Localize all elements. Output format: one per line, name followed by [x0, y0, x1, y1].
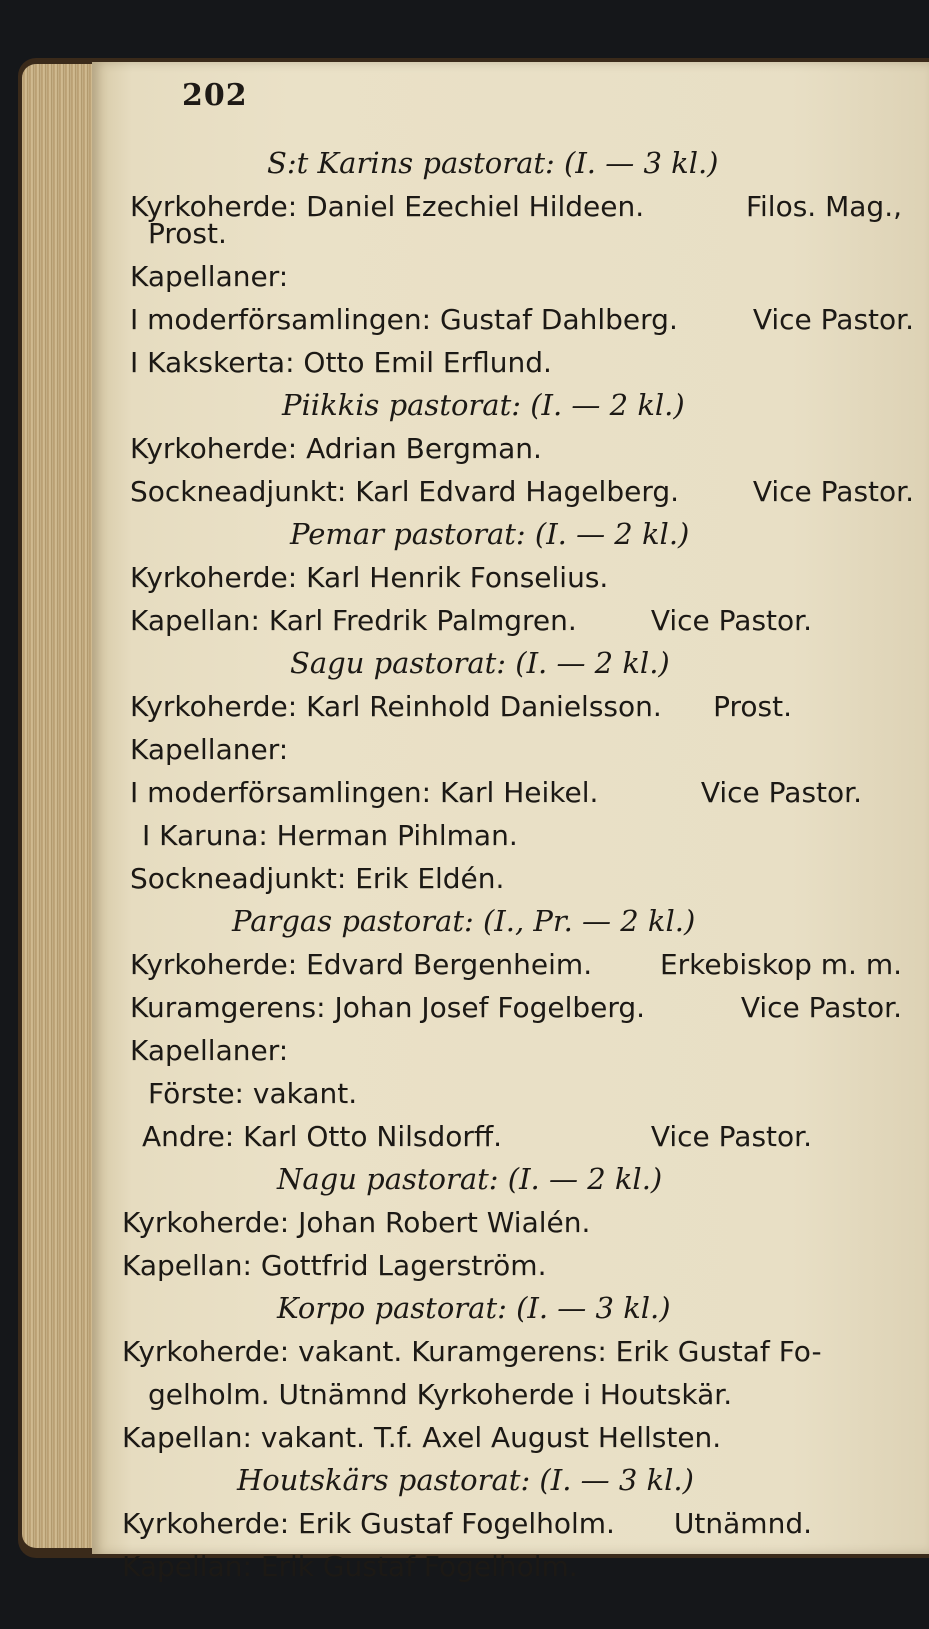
text-line [122, 427, 922, 470]
text-line [122, 1330, 922, 1373]
text-line [122, 857, 922, 900]
line-text: Kyrkoherde: Erik Gustaf Fogelholm. [122, 1507, 615, 1540]
line-text: Kyrkoherde: Karl Reinhold Danielsson. [130, 690, 662, 723]
section-heading: Pemar pastorat: (I. — 2 kl.) [290, 517, 690, 551]
text-line [122, 1545, 922, 1588]
line-text: Kapellan: Gottfrid Lagerström. [122, 1249, 547, 1282]
line-text: Andre: Karl Otto Nilsdorff. [142, 1120, 503, 1153]
text-line [122, 1373, 922, 1416]
section-heading: Sagu pastorat: (I. — 2 kl.) [290, 646, 670, 680]
text-line [122, 1201, 922, 1244]
line-title: Filos. Mag., [745, 190, 902, 223]
line-text: Kapellan: Erik Gustaf Fogelholm. [122, 1550, 578, 1583]
line-text: Kyrkoherde: Adrian Bergman. [130, 432, 542, 465]
line-text: Kuramgerens: Johan Josef Fogelberg. [130, 991, 646, 1024]
page-edges [22, 64, 102, 1548]
text-line [122, 212, 922, 255]
line-text: Kapellaner: [130, 1034, 289, 1067]
line-title: Vice Pastor. [752, 475, 914, 508]
line-text: Prost. [148, 217, 227, 250]
text-line [122, 728, 922, 771]
text-line [122, 255, 922, 298]
line-title: Utnämnd. [673, 1507, 812, 1540]
section-heading: Pargas pastorat: (I., Pr. — 2 kl.) [232, 904, 696, 938]
line-text: Kyrkoherde: Johan Robert Wialén. [122, 1206, 591, 1239]
book-page [92, 62, 929, 1583]
section-heading: Korpo pastorat: (I. — 3 kl.) [277, 1291, 671, 1325]
page-number: 202 [182, 78, 248, 113]
text-line [122, 685, 922, 728]
line-text: Kapellaner: [130, 260, 289, 293]
text-line [122, 1115, 922, 1158]
line-text: Kyrkoherde: Daniel Ezechiel Hildeen. [130, 190, 645, 223]
line-text: Kyrkoherde: Edvard Bergenheim. [130, 948, 593, 981]
line-text: Kyrkoherde: vakant. Kuramgerens: Erik Gustaf Fo- [122, 1335, 822, 1368]
text-line [122, 470, 922, 513]
section-heading: Piikkis pastorat: (I. — 2 kl.) [282, 388, 685, 422]
line-text: Kapellan: Karl Fredrik Palmgren. [130, 604, 577, 637]
section-heading: Houtskärs pastorat: (I. — 3 kl.) [237, 1463, 694, 1497]
text-line [122, 1072, 922, 1115]
line-text: Förste: vakant. [148, 1077, 358, 1110]
text-line [122, 771, 922, 814]
line-text: Kyrkoherde: Karl Henrik Fonselius. [130, 561, 609, 594]
line-title: Vice Pastor. [650, 604, 812, 637]
line-text: I moderförsamlingen: Gustaf Dahlberg. [130, 303, 678, 336]
line-title: Vice Pastor. [740, 991, 902, 1024]
line-text: I moderförsamlingen: Karl Heikel. [130, 776, 599, 809]
line-text: Sockneadjunkt: Erik Eldén. [130, 862, 505, 895]
text-line [122, 1029, 922, 1072]
text-line [122, 986, 922, 1029]
text-line [122, 599, 922, 642]
text-line [122, 1502, 922, 1545]
line-title: Prost. [713, 690, 792, 723]
line-title: Erkebiskop m. m. [659, 948, 902, 981]
page-content [122, 142, 922, 1588]
line-text: gelholm. Utnämnd Kyrkoherde i Houtskär. [148, 1378, 733, 1411]
text-line [122, 341, 922, 384]
line-text: Sockneadjunkt: Karl Edvard Hagelberg. [130, 475, 680, 508]
text-line [122, 1416, 922, 1459]
line-title: Vice Pastor. [650, 1120, 812, 1153]
section-heading: Nagu pastorat: (I. — 2 kl.) [277, 1162, 663, 1196]
line-text: Kapellaner: [130, 733, 289, 766]
line-text: I Kakskerta: Otto Emil Erflund. [130, 346, 552, 379]
line-title: Vice Pastor. [752, 303, 914, 336]
text-line [122, 1244, 922, 1287]
line-text: Kapellan: vakant. T.f. Axel August Hellsten. [122, 1421, 722, 1454]
text-line [122, 943, 922, 986]
line-title: Vice Pastor. [700, 776, 862, 809]
section-heading: S:t Karins pastorat: (I. — 3 kl.) [267, 146, 719, 180]
text-line [122, 298, 922, 341]
text-line [122, 814, 922, 857]
line-text: I Karuna: Herman Pihlman. [142, 819, 518, 852]
text-line [122, 556, 922, 599]
